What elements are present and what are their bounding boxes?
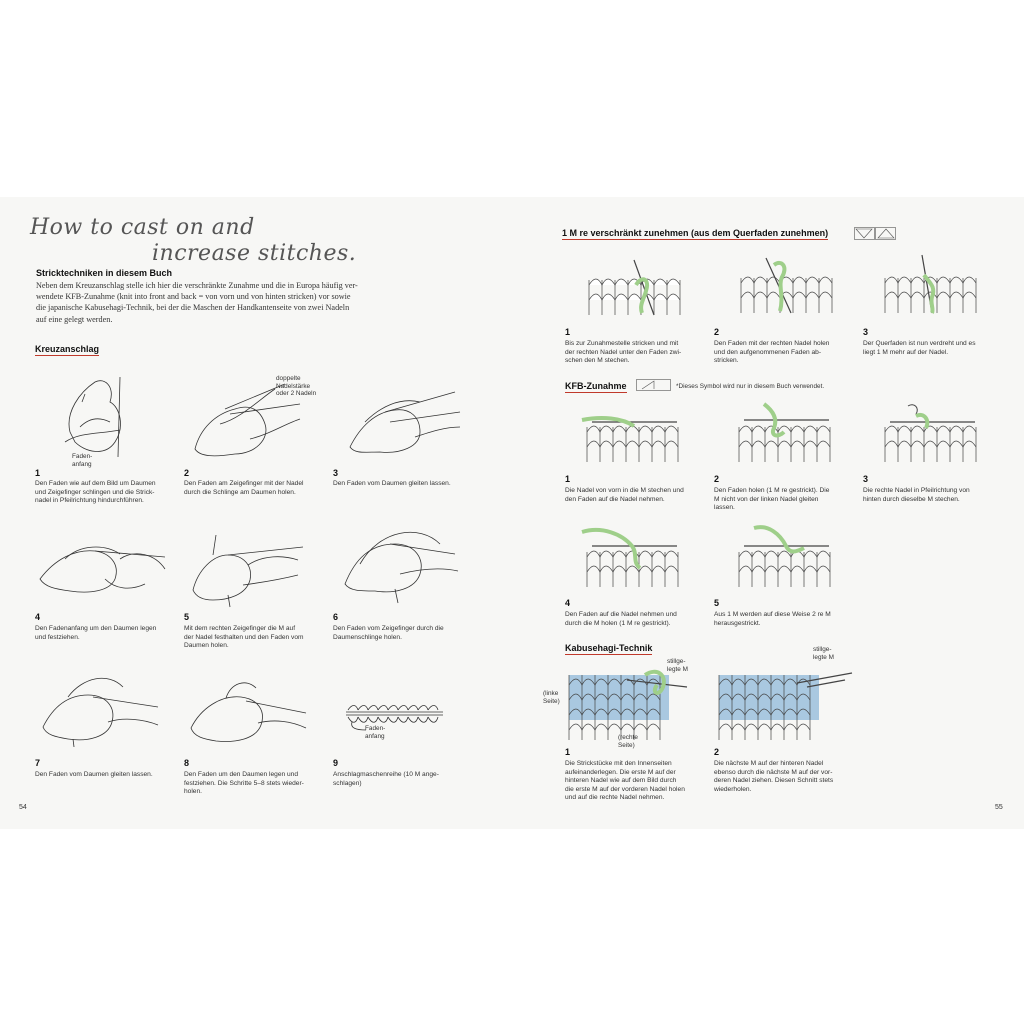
step-caption: Die rechte Nadel in Pfeilrichtung von hinten durch dieselbe M stechen. [863, 487, 970, 503]
step-caption: Die Strickstücke mit den Innenseiten aufeinanderlegen. Die erste M auf der hinteren Nadel wie auf dem Bild durch die erste M auf der vorderen Nadel holen und auf die rechte Nadel nehmen. [565, 760, 685, 802]
step-number: 4 [35, 612, 41, 622]
page-number-left: 54 [19, 804, 27, 811]
section2-title: KFB-Zunahme [565, 381, 627, 391]
step-caption: Die nächste M auf der hinteren Nadel ebenso durch die nächste M auf der vor- deren Nadel ziehen. Diesen Schnitt stets wiederholen. [714, 760, 834, 793]
hand-illustration-6 [340, 519, 465, 604]
step-number: 3 [333, 468, 339, 478]
hand-illustration-3 [345, 382, 465, 457]
handwritten-title-line2: increase stitches. [152, 241, 357, 266]
symbol-note: *Dieses Symbol wird nur in diesem Buch verwendet. [676, 383, 825, 390]
hand-illustration-4 [35, 529, 170, 599]
step-caption: Den Faden vom Daumen gleiten lassen. [333, 480, 451, 487]
cast-on-row-illustration [338, 702, 448, 732]
nadelstaerke-label: doppelte Nadelstärke oder 2 Nadeln [276, 375, 317, 398]
book-spread [0, 197, 1024, 829]
linke-seite-label: (linke Seite) [543, 690, 560, 705]
step-caption: Die Nadel von vorn in die M stechen und den Faden auf die Nadel nehmen. [565, 487, 684, 503]
step-number: 4 [565, 598, 571, 608]
kreuzanschlag-title: Kreuzanschlag [35, 344, 100, 354]
rechte-seite-label: (rechte Seite) [618, 734, 638, 749]
step-number: 1 [565, 327, 571, 337]
step-number: 1 [565, 747, 571, 757]
step-caption: Den Faden vom Zeigefinger durch die Daumenschlinge holen. [333, 625, 444, 641]
step-number: 2 [714, 327, 720, 337]
knit-illustration-s2-2 [734, 402, 834, 467]
step-number: 8 [184, 758, 190, 768]
kabusehagi-illustration-2 [717, 665, 857, 745]
knit-illustration-s2-5 [734, 522, 834, 592]
intro-line: wendete KFB-Zunahme (knit into front and back = von vorn und von hinten stricken) vor sowie [36, 292, 351, 302]
step-number: 5 [714, 598, 720, 608]
left-page [0, 197, 512, 829]
kfb-symbol-icon [636, 379, 672, 392]
step-caption: Den Faden holen (1 M re gestrickt). Die M nicht von der linken Nadel gleiten lassen. [714, 487, 830, 512]
knit-illustration-s2-3 [880, 402, 980, 467]
stillgelegte-label-2: stillge- legte M [813, 646, 834, 661]
fadenanfang-label-9: Faden- anfang [365, 725, 386, 740]
intro-line: die japanische Kabusehagi-Technik, bei der die Maschen der Handkantenseite von zwei Nadeln [36, 303, 350, 313]
intro-line: Neben dem Kreuzanschlag stelle ich hier die verschränkte Zunahme und die in Europa häufig ver- [36, 281, 358, 290]
step-number: 2 [184, 468, 190, 478]
step-caption: Den Faden um den Daumen legen und festziehen. Die Schritte 5–8 stets wieder- holen. [184, 771, 304, 796]
step-number: 9 [333, 758, 339, 768]
step-caption: Den Faden auf die Nadel nehmen und durch die M holen (1 M re gestrickt). [565, 611, 677, 627]
step-number: 2 [714, 747, 720, 757]
step-number: 7 [35, 758, 41, 768]
step-number: 1 [35, 468, 41, 478]
section1-title: 1 M re verschränkt zunehmen (aus dem Querfaden zunehmen) [562, 228, 829, 238]
step-number: 3 [863, 474, 869, 484]
handwritten-title-line1: How to cast on and [30, 215, 255, 240]
step-caption: Aus 1 M werden auf diese Weise 2 re M herausgestrickt. [714, 611, 831, 627]
step-number: 5 [184, 612, 190, 622]
step-caption: Den Faden mit der rechten Nadel holen und den aufgenommenen Faden ab- stricken. [714, 340, 830, 365]
step-caption: Den Faden am Zeigefinger mit der Nadel durch die Schlinge am Daumen holen. [184, 480, 304, 496]
intro-paragraph [36, 280, 416, 325]
intro-line: auf eine gelegt werden. [36, 314, 113, 324]
step-caption: Den Fadenanfang um den Daumen legen und festziehen. [35, 625, 157, 641]
section-heading: Stricktechniken in diesem Buch [36, 268, 173, 278]
step-caption: Mit dem rechten Zeigefinger die M auf der Nadel festhalten und den Faden vom Daumen holen. [184, 625, 304, 650]
step-caption: Bis zur Zunahmestelle stricken und mit der rechten Nadel unter den Faden zwi- schen den M stechen. [565, 340, 682, 365]
knit-illustration-s1-2 [736, 253, 836, 318]
hand-illustration-1 [60, 372, 140, 462]
page-number-right: 55 [995, 804, 1003, 811]
kabusehagi-illustration-1 [567, 665, 692, 745]
knit-illustration-s2-1 [582, 402, 682, 467]
right-page [512, 197, 1024, 829]
step-caption: Den Faden wie auf dem Bild um Daumen und Zeigefinger schlingen und die Strick- nadel in Pfeilrichtung hindurchführen. [35, 480, 156, 505]
step-number: 1 [565, 474, 571, 484]
step-number: 2 [714, 474, 720, 484]
knit-illustration-s1-3 [880, 253, 980, 318]
stillgelegte-label-1: stillge- legte M [667, 658, 688, 673]
step-number: 6 [333, 612, 339, 622]
step-caption: Anschlagmaschenreihe (10 M ange- schlagen) [333, 771, 439, 787]
knit-illustration-s2-4 [582, 522, 682, 592]
hand-illustration-8 [186, 673, 311, 748]
hand-illustration-5 [188, 525, 308, 605]
fadenanfang-label-1: Faden- anfang [72, 453, 93, 468]
section3-title: Kabusehagi-Technik [565, 643, 653, 653]
increase-symbol-icon [854, 227, 896, 241]
step-caption: Der Querfaden ist nun verdreht und es liegt 1 M mehr auf der Nadel. [863, 340, 976, 356]
step-number: 3 [863, 327, 869, 337]
step-caption: Den Faden vom Daumen gleiten lassen. [35, 771, 153, 778]
knit-illustration-s1-1 [584, 255, 684, 320]
hand-illustration-7 [38, 667, 163, 747]
